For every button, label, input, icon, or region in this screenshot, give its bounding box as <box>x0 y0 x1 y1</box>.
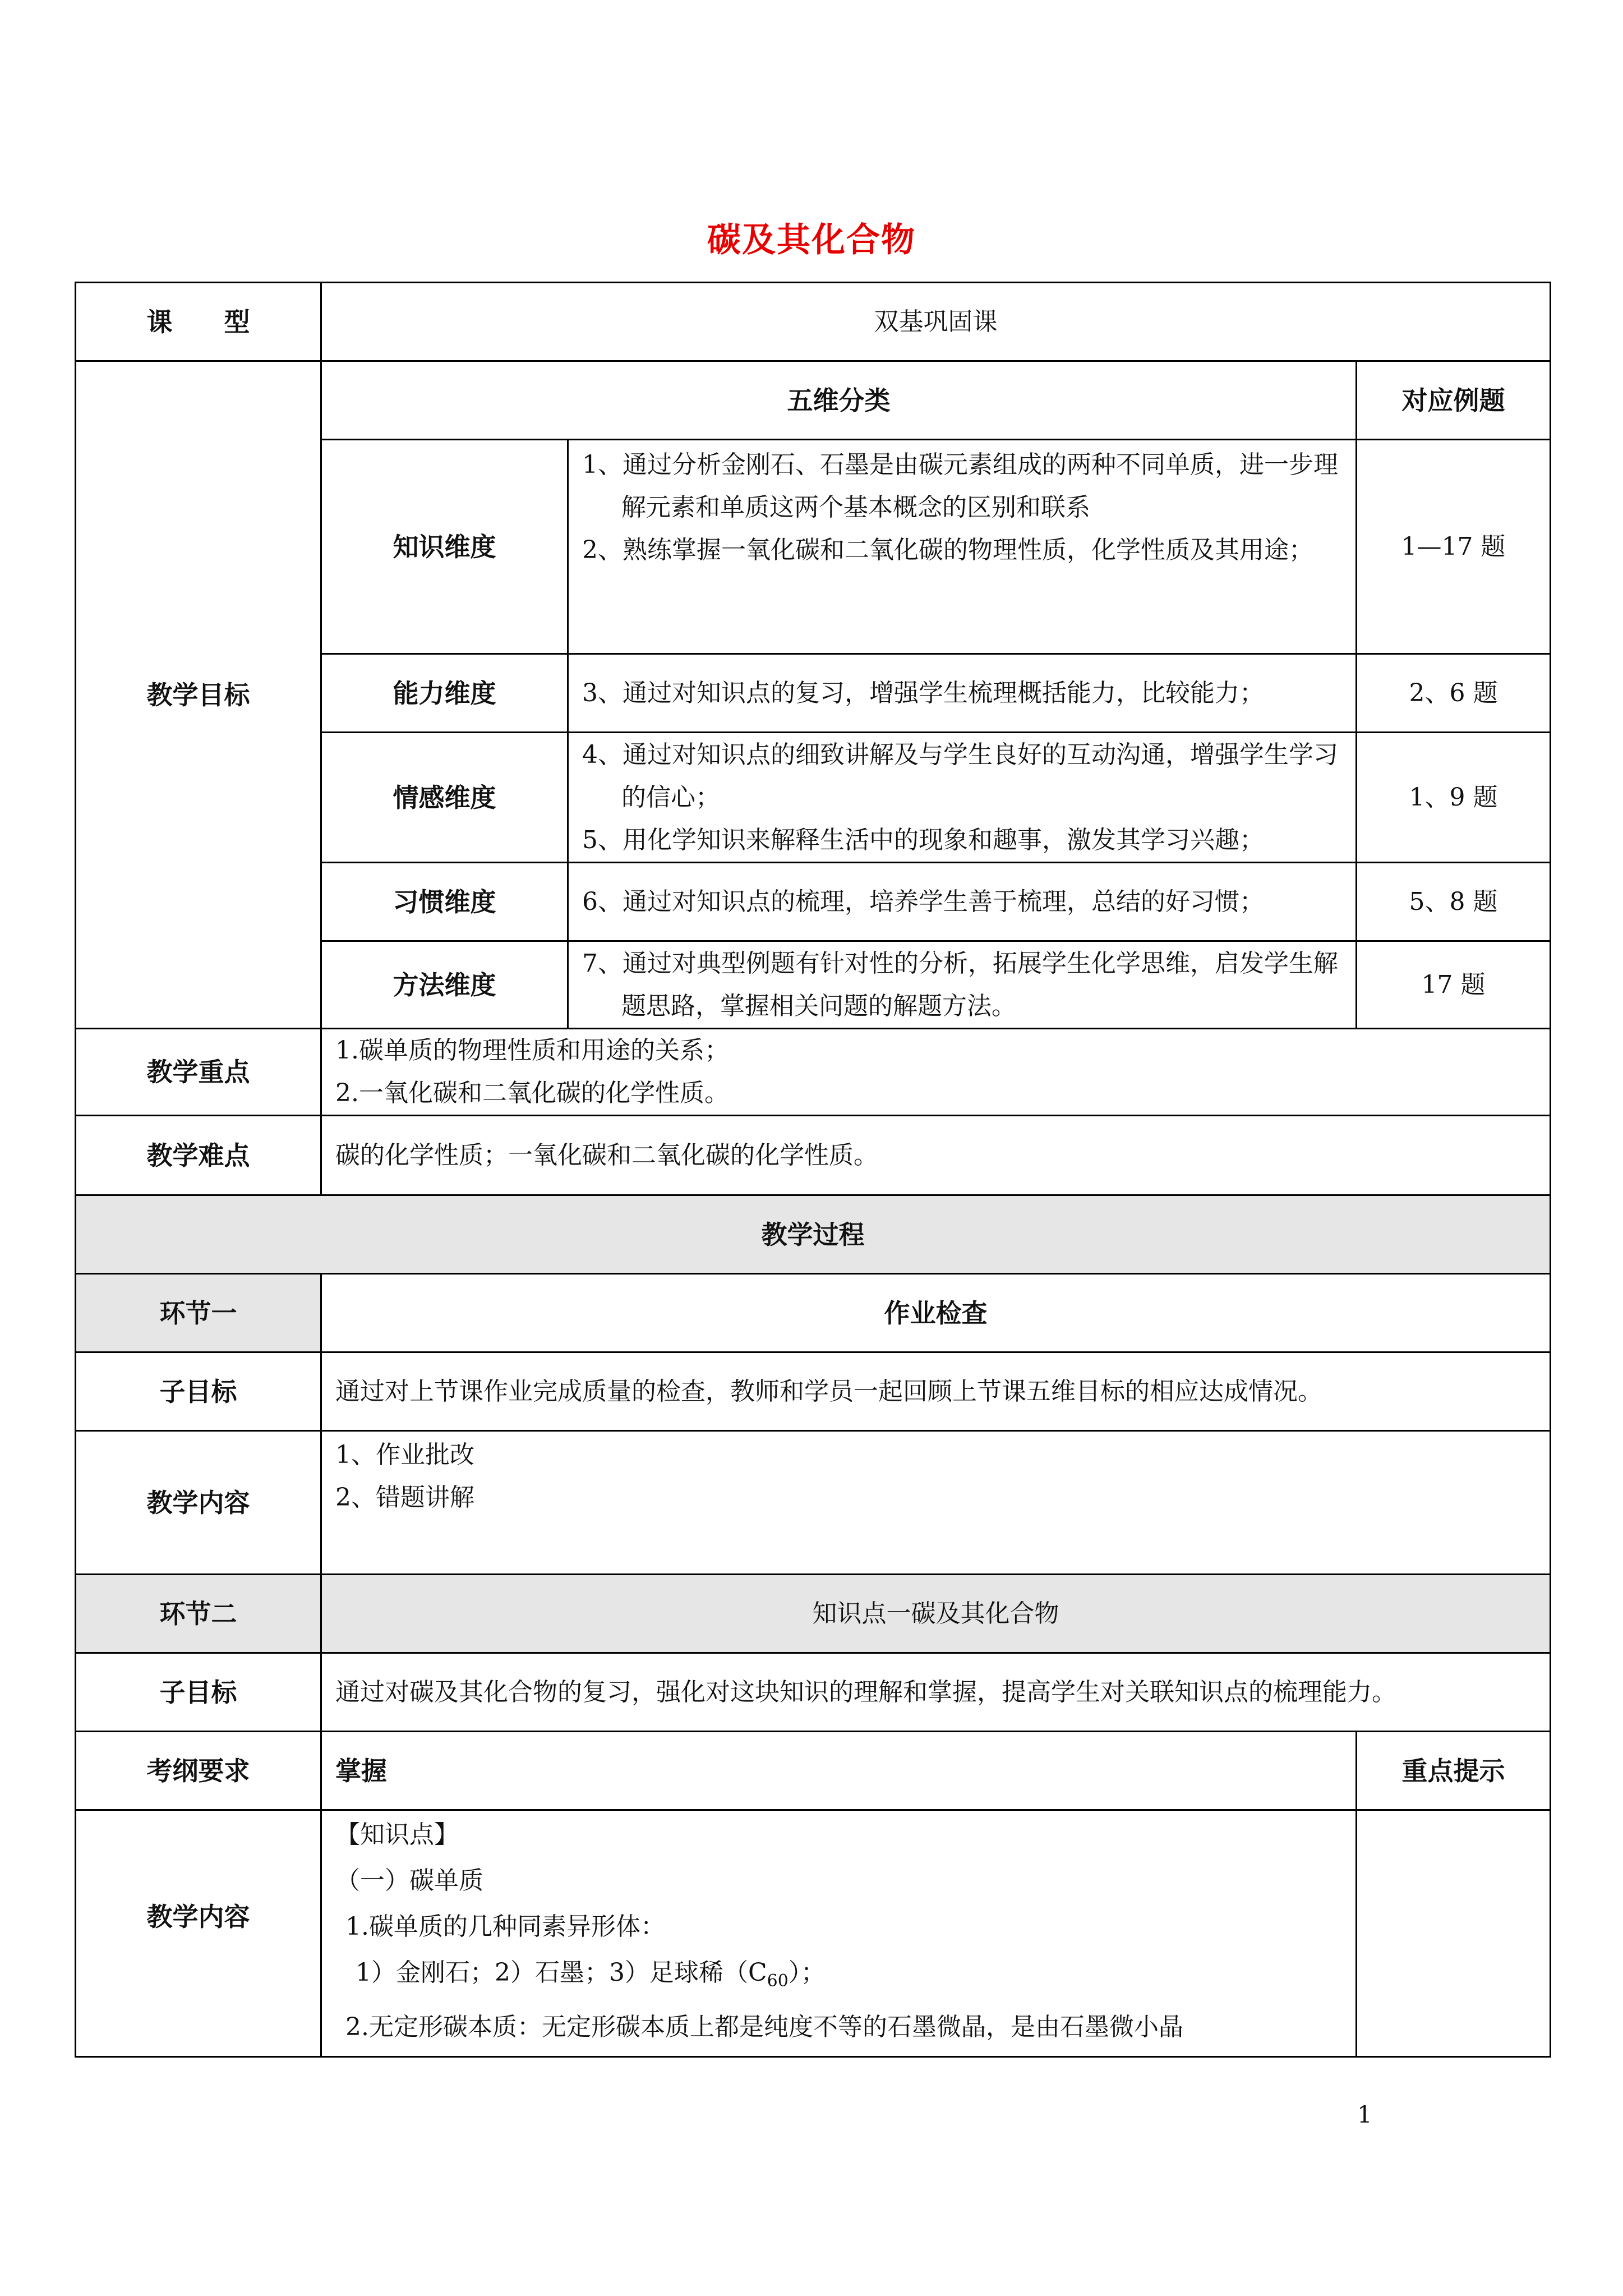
step2-label: 环节二 <box>76 1575 321 1653</box>
hint-label: 重点提示 <box>1357 1732 1551 1810</box>
page-number: 1 <box>1357 2101 1372 2128</box>
step2-content-label: 教学内容 <box>76 1810 321 2057</box>
content-line: 1.碳单质的几种同素异形体： <box>345 1912 665 1941</box>
dimension-ability-items <box>568 654 1357 733</box>
step2-sub-goal-text: 通过对碳及其化合物的复习，强化对这块知识的理解和掌握，提高学生对关联知识点的梳理能力。 <box>321 1653 1551 1732</box>
document-title: 碳及其化合物 <box>707 220 916 260</box>
step2-title: 知识点一碳及其化合物 <box>321 1575 1551 1653</box>
objectives-header-category: 五维分类 <box>321 361 1357 440</box>
objectives-label: 教学目标 <box>76 361 321 1029</box>
step2-content <box>321 1810 1357 2057</box>
step2-sub-goal-label: 子目标 <box>76 1653 321 1732</box>
step1-title: 作业检查 <box>321 1274 1551 1352</box>
course-type-label: 课 型 <box>76 283 321 361</box>
step1-label: 环节一 <box>76 1274 321 1352</box>
key-points-content <box>321 1029 1551 1116</box>
dimension-habit: 习惯维度 <box>321 863 568 941</box>
content-line-part: ）； <box>788 1958 826 1987</box>
key-point-item: 1.碳单质的物理性质和用途的关系； <box>335 1036 729 1065</box>
subscript: 60 <box>767 1971 789 1991</box>
dimension-ability-examples: 2、6 题 <box>1357 654 1551 733</box>
dimension-knowledge-items <box>568 440 1357 654</box>
content-line <box>335 1951 1342 2003</box>
objective-item: 3、通过对知识点的复习，增强学生梳理概括能力，比较能力； <box>582 678 1264 707</box>
dimension-emotion-examples: 1、9 题 <box>1357 733 1551 863</box>
dimension-knowledge: 知识维度 <box>321 440 568 654</box>
difficult-points-label: 教学难点 <box>76 1116 321 1195</box>
dimension-method-examples: 17 题 <box>1357 941 1551 1029</box>
dimension-habit-examples: 5、8 题 <box>1357 863 1551 941</box>
key-points-label: 教学重点 <box>76 1029 321 1116</box>
step1-sub-goal-label: 子目标 <box>76 1352 321 1431</box>
step1-sub-goal-text: 通过对上节课作业完成质量的检查，教师和学员一起回顾上节课五维目标的相应达成情况。 <box>321 1352 1551 1431</box>
objective-item: 6、通过对知识点的梳理，培养学生善于梳理，总结的好习惯； <box>582 887 1264 916</box>
objective-item: 7、通过对典型例题有针对性的分析，拓展学生化学思维，启发学生解题思路，掌握相关问题的解题方法。 <box>582 949 1338 1020</box>
objective-item: 1、通过分析金刚石、石墨是由碳元素组成的两种不同单质，进一步理解元素和单质这两个基本概念的区别和联系 <box>582 450 1338 522</box>
step1-content-label: 教学内容 <box>76 1431 321 1575</box>
content-item: 2、错题讲解 <box>335 1483 474 1512</box>
dimension-ability: 能力维度 <box>321 654 568 733</box>
content-line: 【知识点】 <box>335 1820 459 1849</box>
key-point-item: 2.一氧化碳和二氧化碳的化学性质。 <box>335 1079 729 1107</box>
dimension-knowledge-examples: 1—17 题 <box>1357 440 1551 654</box>
requirement-label: 考纲要求 <box>76 1732 321 1810</box>
course-type-value: 双基巩固课 <box>321 283 1551 361</box>
lesson-plan-table <box>75 282 1551 2058</box>
content-line-part: 1）金刚石；2）石墨；3）足球稀（C <box>356 1958 767 1987</box>
content-item: 1、作业批改 <box>335 1441 474 1469</box>
dimension-emotion: 情感维度 <box>321 733 568 863</box>
requirement-value: 掌握 <box>321 1732 1357 1810</box>
process-header: 教学过程 <box>76 1195 1551 1274</box>
dimension-emotion-items <box>568 733 1357 863</box>
dimension-habit-items <box>568 863 1357 941</box>
content-line: （一）碳单质 <box>335 1866 483 1895</box>
dimension-method-items <box>568 941 1357 1029</box>
dimension-method: 方法维度 <box>321 941 568 1029</box>
objective-item: 4、通过对知识点的细致讲解及与学生良好的互动沟通，增强学生学习的信心； <box>582 740 1338 812</box>
hint-cell <box>1357 1810 1551 2057</box>
objective-item: 5、用化学知识来解释生活中的现象和趣事，激发其学习兴趣； <box>582 825 1264 854</box>
objectives-header-examples: 对应例题 <box>1357 361 1551 440</box>
step1-content <box>321 1431 1551 1575</box>
content-line: 2.无定形碳本质：无定形碳本质上都是纯度不等的石墨微晶，是由石墨微小晶 <box>345 2012 1183 2041</box>
difficult-points-text: 碳的化学性质；一氧化碳和二氧化碳的化学性质。 <box>321 1116 1551 1195</box>
objective-item: 2、熟练掌握一氧化碳和二氧化碳的物理性质，化学性质及其用途； <box>582 536 1313 564</box>
